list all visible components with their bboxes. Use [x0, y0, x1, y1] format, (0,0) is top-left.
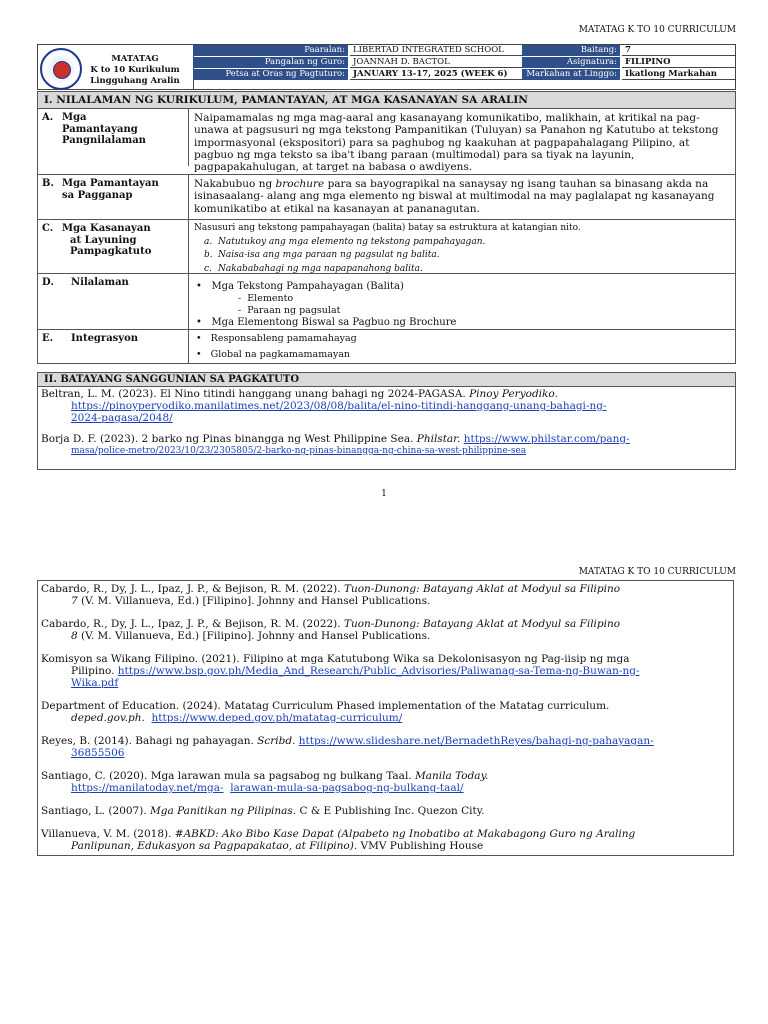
reference-reyes: Reyes, B. (2014). Bahagi ng pahayagan. Scribd. https://www.slideshare.net/BernadethReyes/bahagi-ng-pahayagan- 36855506 [41, 735, 654, 759]
row-pamantayang-pangnilalaman: A. Mga Pamantayang Pangnilalaman Naipamamalas ng mga mag-aaral ang kasanayang komunikatibo, malikhain, at kritikal na pag-unawa at pagsusuri ng mga tekstong Pampanitikan (Tuluyan) sa Panahon ng Katutubo at tekstong impormasyonal (ekspositori) para sa paghubog ng kaakuhan at pagpapahalagang Pilipino, at pagbuo ng mga teksto sa iba't ibang paraan (multimodal) para sa tiyak na layunin, pagpapakahulugan, at target na babasa o awdiyens. [38, 109, 735, 166]
references-continued [37, 580, 734, 856]
petsa-value: JANUARY 13-17, 2025 (WEEK 6) [350, 69, 522, 80]
reference-cabardo: Cabardo, R., Dy, J. L., Ipaz, J. P., & Bejison, R. M. (2022). Tuon-Dunong: Batayang Aklat at Modyul sa Filipino 7 (V. M. Villanueva, Ed.) [Filipino]. Johnny and Hansel Publications. [41, 583, 621, 607]
list-item: - Paraan ng pagsulat [238, 305, 341, 316]
objective-item: c. Nakababahagi ng mga napapanahong balita. [204, 263, 423, 274]
integrasyon-list [188, 330, 735, 363]
header-row-2 [193, 57, 735, 68]
list-item: • Mga Tekstong Pampahayagan (Balita) [196, 281, 404, 292]
row-kasanayan-layuning: C. Mga Kasanayan at Layuning Pampagkatuto Nasusuri ang tekstong pampahayagan (balita) batay sa estruktura at katangian nito. a. Natutukoy ang mga elemento ng tekstong pampahayagan. b. Naisa-isa ang mga paraan ng pagsulat ng balita. c. Nakababahagi ng mga napapanahong balita. [38, 219, 735, 274]
row-integrasyon: E. Integrasyon • Responsableng pamamahayag • Global na pagkamamamayan [38, 329, 735, 363]
logo-text: MATATAG K to 10 Kurikulum Lingguhang Aralin [90, 54, 180, 86]
objectives-list [194, 236, 729, 277]
logo-cell [38, 45, 194, 89]
objective-item: b. Naisa-isa ang mga paraan ng pagsulat ng balita. [204, 250, 440, 260]
list-item: - Elemento [238, 293, 294, 304]
header-row-1 [193, 45, 735, 56]
reference-link[interactable]: Wika.pdf [71, 677, 119, 689]
pamantayan-sa-pagganap-text: Nakabubuo ng brochure para sa bayograpikal na sanaysay ng isang tauhan sa binasang akda na isinasaalang- alang ang mga elemento ng biswal at multimodal na may paglalapat ng kasanayang komunikatibo at etikal na kasanayan at pananagutan. [194, 178, 715, 215]
reference-link[interactable]: masa/police-metro/2023/10/23/2305805/2-barko-ng-pinas-binangga-ng-china-sa-west-philippine-sea [71, 446, 527, 456]
guro-label: Pangalan ng Guro: [193, 57, 348, 68]
reference-link[interactable]: https://manilatoday.net/mga- [71, 782, 224, 794]
reference-link[interactable]: https://www.philstar.com/pang- [463, 433, 630, 445]
reference-link[interactable]: https://www.slideshare.net/BernadethReyes/bahagi-ng-pahayagan- [298, 735, 654, 747]
petsa-label: Petsa at Oras ng Pagtuturo: [193, 69, 348, 80]
list-item: • Responsableng pamamahayag [196, 333, 357, 344]
list-item: • Mga Elementong Biswal sa Pagbuo ng Brochure [196, 317, 457, 328]
markahan-label: Markahan at Linggo: [522, 69, 620, 80]
list-item: • Global na pagkamamamayan [196, 349, 351, 360]
row-nilalaman: D. Nilalaman • Mga Tekstong Pampahayagan (Balita) - Elemento - Paraan ng pagsulat • Mga Elementong Biswal sa Pagbuo ng Brochure [38, 273, 735, 330]
baitang-label: Baitang: [522, 45, 620, 56]
reference-borja: Borja D. F. (2023). 2 barko ng Pinas binangga ng West Philippine Sea. Philstar. https://www.philstar.com/pang- masa/police-metro/2023/10/23/2305805/2-barko-ng-pinas-binangga-ng-china-sa-west-philippine-sea [41, 433, 630, 456]
curriculum-label: MATATAG K TO 10 CURRICULUM [578, 25, 736, 35]
reference-link[interactable]: https://pinoyperyodiko.manilatimes.net/2023/08/08/balita/el-nino-titindi-hanggang-unang-bahagi-ng- [71, 400, 607, 412]
lesson-header-table [37, 44, 736, 90]
reference-komisyon: Komisyon sa Wikang Filipino. (2021). Filipino at mga Katutubong Wika sa Dekolonisasyon ng Pag-iisip ng mga Pilipino. https://www.bsp.gov.ph/Media_And_Research/Public_Advisories/Paliwanag-sa-Tema-ng-Buwan-ng- Wika.pdf [41, 653, 640, 689]
markahan-value: Ikatlong Markahan [622, 69, 735, 80]
reference-link[interactable]: 2024-pagasa/2048/ [71, 412, 173, 424]
deped-seal-icon [40, 48, 82, 90]
reference-link[interactable]: 36855506 [71, 747, 125, 759]
reference-link[interactable]: https://www.deped.gov.ph/matatag-curriculum/ [151, 712, 403, 724]
paaralan-value: LIBERTAD INTEGRATED SCHOOL [350, 45, 522, 56]
reference-link[interactable]: https://www.bsp.gov.ph/Media_And_Research/Public_Advisories/Paliwanag-sa-Tema-ng-Buwan-ng- [117, 665, 640, 677]
asignatura-label: Asignatura: [522, 57, 620, 68]
objective-item: a. Natutukoy ang mga elemento ng tekstong pampahayagan. [204, 236, 486, 247]
pamantayang-pangnilalaman-text: Naipamamalas ng mga mag-aaral ang kasanayang komunikatibo, malikhain, at kritikal na pag-unawa at pagsusuri ng mga tekstong Pampanitikan (Tuluyan) sa Panahon ng Katutubo at tekstong impormasyonal (ekspositori) para sa paghubog ng kaakuhan at pagpapahalagang Pilipino, at pagbuo ng mga teksto sa iba't ibang paraan (multimodal) para sa tiyak na layunin, pagpapakahulugan, at target na babasa o awdiyens. [194, 112, 719, 174]
baitang-value: 7 [622, 45, 735, 56]
reference-santiago-c: Santiago, C. (2020). Mga larawan mula sa pagsabog ng bulkang Taal. Manila Today. https://manilatoday.net/mga- larawan-mula-sa-pagsabog-ng-bulkang-taal/ [41, 770, 489, 794]
reference-villanueva: Villanueva, V. M. (2018). #ABKD: Ako Bibo Kase Dapat (Alpabeto ng Inobatibo at Makabagong Guro ng Araling Panlipunan, Edukasyon sa Pagpapakatao, at Filipino). VMV Publishing House [41, 828, 636, 852]
reference-cabardo: Cabardo, R., Dy, J. L., Ipaz, J. P., & Bejison, R. M. (2022). Tuon-Dunong: Batayang Aklat at Modyul sa Filipino 8 (V. M. Villanueva, Ed.) [Filipino]. Johnny and Hansel Publications. [41, 618, 621, 642]
reference-deped: Department of Education. (2024). Matatag Curriculum Phased implementation of the Matatag curriculum. deped.gov.ph. https://www.deped.gov.ph/matatag-curriculum/ [41, 700, 610, 724]
guro-value: JOANNAH D. BACTOL [350, 57, 522, 68]
section1-title: I. NILALAMAN NG KURIKULUM, PAMANTAYAN, AT MGA KASANAYAN SA ARALIN [38, 92, 735, 109]
section2-title: II. BATAYANG SANGGUNIAN SA PAGKATUTO [38, 373, 735, 387]
kasanayan-text: Nasusuri ang tekstong pampahayagan (balita) batay sa estruktura at katangian nito. a. Natutukoy ang mga elemento ng tekstong pampahayagan. b. Naisa-isa ang mga paraan ng pagsulat ng balita. c. Nakababahagi ng mga napapanahong balita. [188, 220, 735, 274]
page-number: 1 [381, 489, 387, 499]
paaralan-label: Paaralan: [193, 45, 348, 56]
reference-link[interactable]: larawan-mula-sa-pagsabog-ng-bulkang-taal/ [230, 782, 464, 794]
section-references [37, 372, 736, 470]
curriculum-label-page2: MATATAG K TO 10 CURRICULUM [578, 567, 736, 577]
header-row-3 [193, 69, 735, 80]
reference-santiago-l: Santiago, L. (2007). Mga Panitikan ng Pilipinas. C & E Publishing Inc. Quezon City. [41, 805, 485, 817]
nilalaman-list [188, 274, 735, 330]
row-pamantayan-sa-pagganap: B. Mga Pamantayan sa Pagganap Nakabubuo ng brochure para sa bayograpikal na sanaysay ng isang tauhan sa binasang akda na isinasaalang- alang ang mga elemento ng biswal at multimodal na may paglalapat ng kasanayang komunikatibo at etikal na kasanayan at pananagutan. [38, 174, 735, 220]
reference-beltran: Beltran, L. M. (2023). El Nino titindi hanggang unang bahagi ng 2024-PAGASA. Pinoy Peryodiko. https://pinoyperyodiko.manilatimes.net/2023/08/08/balita/el-nino-titindi-hanggang-unang-bahagi-ng- 2024-pagasa/2048/ [41, 388, 607, 424]
section-curriculum-content [37, 91, 736, 364]
asignatura-value: FILIPINO [622, 57, 735, 68]
